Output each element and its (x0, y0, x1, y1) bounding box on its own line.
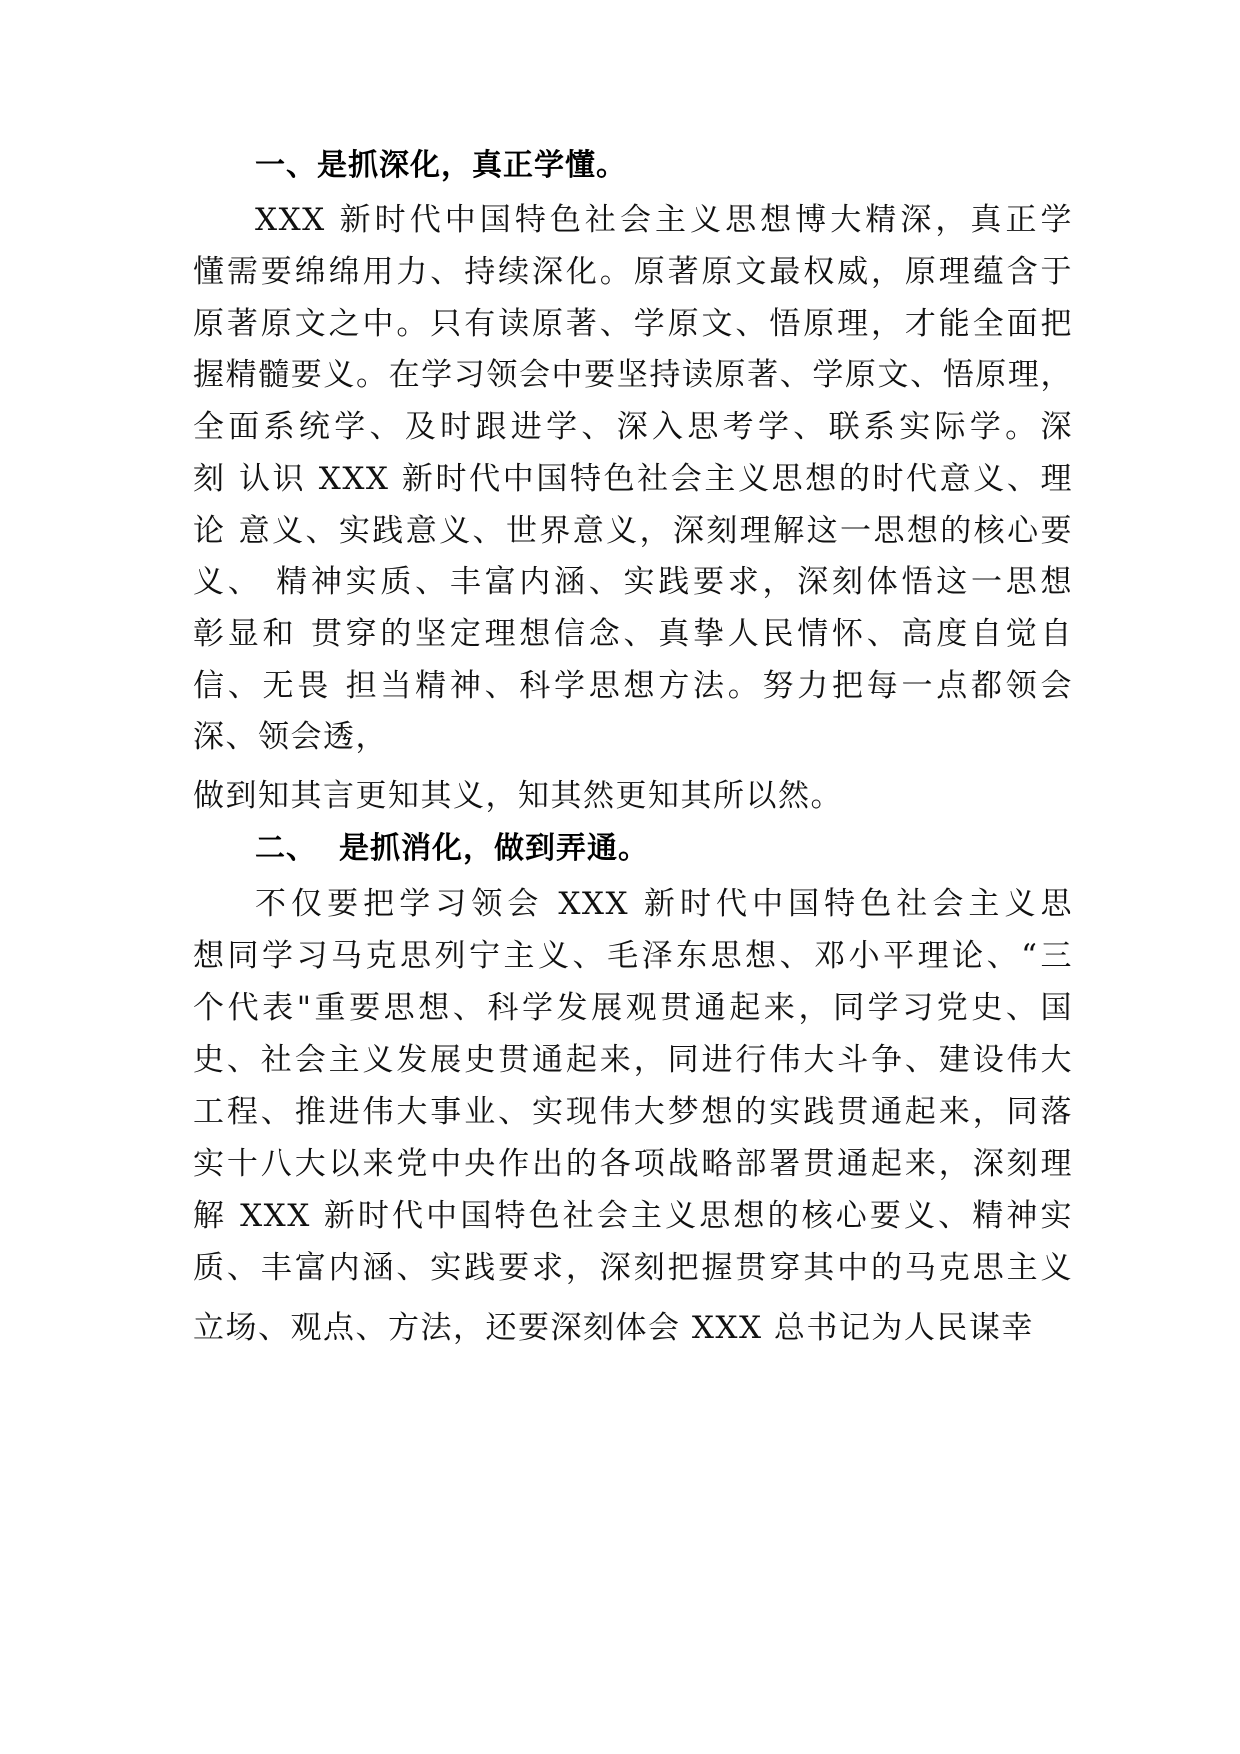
paragraph-line: 原著原文之中。只有读原著、学原文、悟原理，才能全面把 (193, 306, 1073, 342)
paragraph-line: 不仅要把学习领会 XXX 新时代中国特色社会主义思 (255, 886, 1073, 922)
paragraph-line: 工程、推进伟大事业、实现伟大梦想的实践贯通起来，同落 (193, 1094, 1073, 1130)
paragraph-line: 懂需要绵绵用力、持续深化。原著原文最权威，原理蕴含于 (193, 254, 1073, 290)
paragraph-line: 做到知其言更知其义，知其然更知其所以然。 (193, 778, 843, 814)
paragraph-line: 刻 认识 XXX 新时代中国特色社会主义思想的时代意义、理 (193, 461, 1073, 497)
paragraph-line: 史、社会主义发展史贯通起来，同进行伟大斗争、建设伟大 (193, 1042, 1073, 1078)
paragraph-line: 论 意义、实践意义、世界意义，深刻理解这一思想的核心要 (193, 513, 1073, 549)
paragraph-line: 深、领会透， (193, 719, 388, 755)
paragraph-line: 彰显和 贯穿的坚定理想信念、真挚人民情怀、高度自觉自 (193, 616, 1073, 652)
paragraph-line: 实十八大以来党中央作出的各项战略部署贯通起来，深刻理 (193, 1146, 1073, 1182)
paragraph-line: XXX 新时代中国特色社会主义思想博大精深，真正学 (255, 202, 1073, 238)
paragraph-line: 信、无畏 担当精神、科学思想方法。努力把每一点都领会 (193, 668, 1073, 704)
paragraph-line: 解 XXX 新时代中国特色社会主义思想的核心要义、精神实 (193, 1198, 1073, 1234)
paragraph-line: 义、 精神实质、丰富内涵、实践要求，深刻体悟这一思想 (193, 564, 1073, 600)
section-1-heading: 一、是抓深化，真正学懂。 (255, 148, 627, 183)
paragraph-line: 个代表"重要思想、科学发展观贯通起来，同学习党史、国 (193, 990, 1073, 1026)
paragraph-line: 质、丰富内涵、实践要求，深刻把握贯穿其中的马克思主义 (193, 1250, 1073, 1286)
paragraph-line: 全面系统学、及时跟进学、深入思考学、联系实际学。深 (193, 409, 1073, 445)
section-2-heading-text: 是抓消化，做到弄通。 (339, 831, 649, 866)
section-2-heading (255, 829, 649, 869)
paragraph-line: 立场、观点、方法，还要深刻体会 XXX 总书记为人民谋幸 (193, 1310, 1034, 1346)
section-2-heading-number: 二、 (255, 831, 317, 866)
paragraph-line: 握精髓要义。在学习领会中要坚持读原著、学原文、悟原理， (193, 357, 1073, 393)
paragraph-line: 想同学习马克思列宁主义、毛泽东思想、邓小平理论、“三 (193, 938, 1073, 974)
